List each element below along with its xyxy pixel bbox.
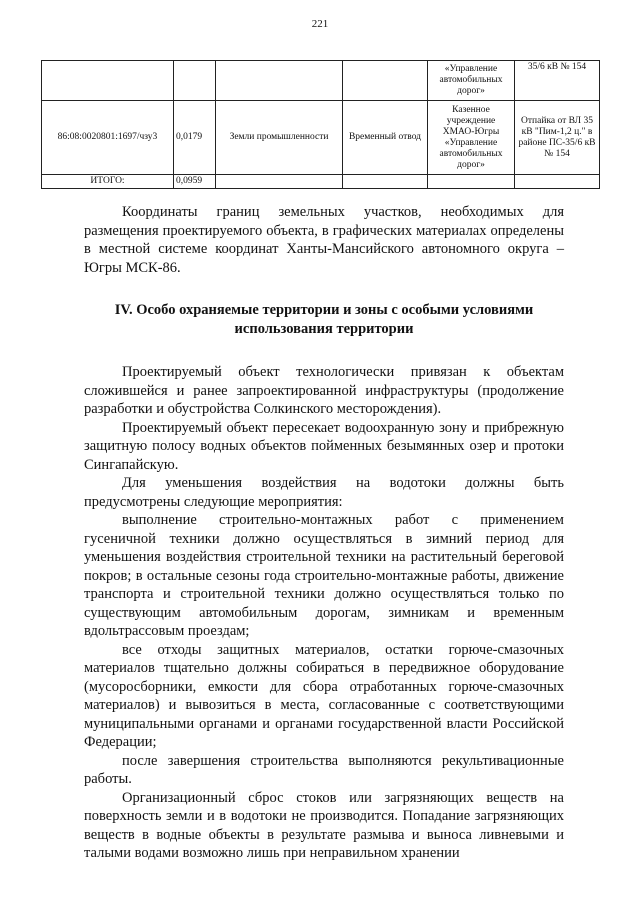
empty-cell bbox=[216, 175, 343, 189]
coordinates-paragraph: Координаты границ земельных участков, необходимых для размещения проектируемого объекта, в графических материалах определены в местной системе координат Ханты-Мансийского автономного округа – Югры МСК-86. bbox=[84, 204, 564, 276]
empty-cell bbox=[515, 175, 600, 189]
list-item: после завершения строительства выполняются рекультивационные работы. bbox=[84, 752, 564, 787]
cadastral-cell: 86:08:0020801:1697/чзу3 bbox=[42, 101, 174, 175]
table-row bbox=[42, 101, 600, 175]
list-item: выполнение строительно-монтажных работ с применением гусеничной техники должно осуществляться в зимний период для уменьшения воздействия строительной техники на растительный береговой покров; в остальные сезоны года строительно-монтажные работы, движение транспорта и строительной техники должно осуществляться только по существующим автомобильным дорогам, зимникам и временным вдольтрассовым проездам; bbox=[84, 512, 564, 639]
land-plots-table bbox=[41, 60, 600, 189]
area-cell: 0,0179 bbox=[174, 101, 216, 175]
paragraph: Организационный сброс стоков или загрязняющих веществ на поверхность земли и в водотоки не производится. Попадание загрязняющих веществ в водные объекты в результате размыва и выноса ливневыми и талыми водами возможно лишь при неправильном хранении bbox=[84, 789, 564, 861]
section-heading: IV. Особо охраняемые территории и зоны с особыми условиями использования территории bbox=[114, 302, 534, 337]
reason-cell: 35/6 кВ № 154 bbox=[515, 61, 600, 101]
reason-cell: Отпайка от ВЛ 35 кВ "Пим-1,2 ц." в районе ПС-35/6 кВ № 154 bbox=[515, 101, 600, 175]
document-body bbox=[84, 203, 564, 863]
category-cell: Земли промышленности bbox=[216, 101, 343, 175]
cadastral-cell bbox=[42, 61, 174, 101]
total-label: ИТОГО: bbox=[42, 175, 174, 189]
page-number: 221 bbox=[311, 18, 329, 30]
list-item: все отходы защитных материалов, остатки горюче-смазочных материалов тщательно должны собираться в передвижное оборудование (мусоросборники, емкости для сбора отработанных горюче-смазочных материалов) и вывозиться в места, согласованные с соответствующими муниципальными органами и органами государственной власти Российской Федерации; bbox=[84, 641, 564, 750]
paragraph: Проектируемый объект технологически привязан к объектам сложившейся и ранее запроектированной инфраструктуры (продолжение разработки и обустройства Солкинского месторождения). bbox=[84, 364, 564, 417]
category-cell bbox=[216, 61, 343, 101]
paragraph: Проектируемый объект пересекает водоохранную зону и прибрежную защитную полосу водных объектов пойменных безымянных озер и протоки Сингапайскую. bbox=[84, 419, 564, 473]
usage-type-cell: Временный отвод bbox=[343, 101, 428, 175]
empty-cell bbox=[428, 175, 515, 189]
total-row bbox=[42, 175, 600, 189]
paragraph: Для уменьшения воздействия на водотоки должны быть предусмотрены следующие мероприятия: bbox=[84, 475, 564, 510]
total-value: 0,0959 bbox=[174, 175, 216, 189]
table-row bbox=[42, 61, 600, 101]
empty-cell bbox=[343, 175, 428, 189]
owner-cell: «Управление автомобильных дорог» bbox=[428, 61, 515, 101]
usage-type-cell bbox=[343, 61, 428, 101]
area-cell bbox=[174, 61, 216, 101]
owner-cell: Казенное учреждение ХМАО-Югры «Управление автомобильных дорог» bbox=[428, 101, 515, 175]
